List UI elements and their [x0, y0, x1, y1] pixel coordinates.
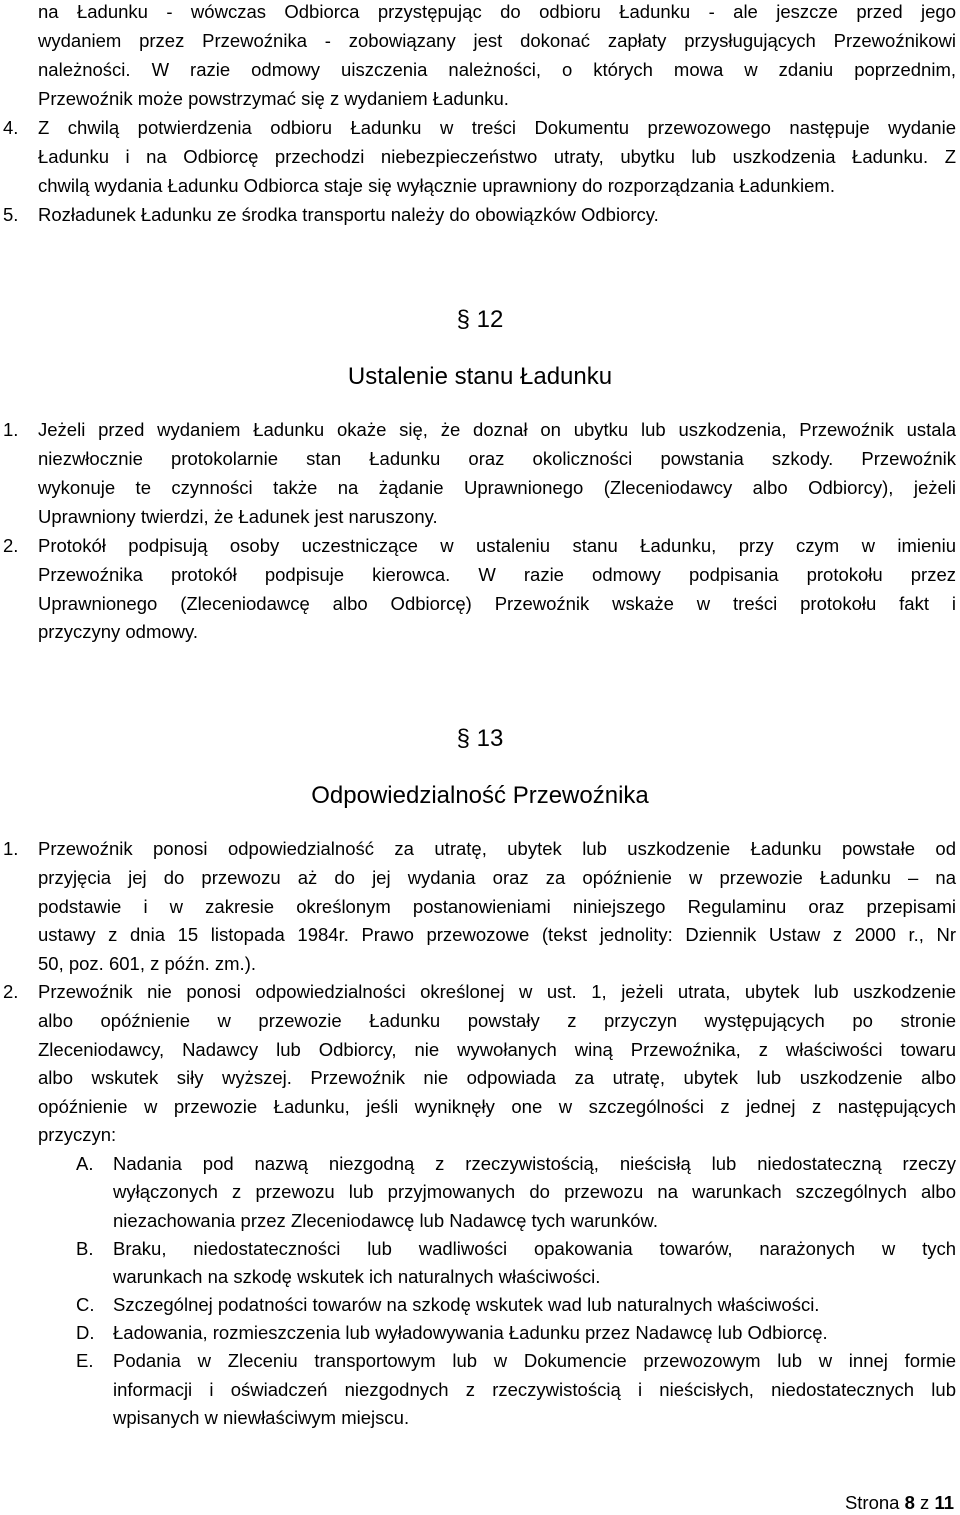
item-number: 5.	[3, 204, 19, 225]
subitem-b-line-1: Braku, niedostateczności lub wadliwości opakowania towarów, narażonych w tych	[113, 1238, 956, 1259]
item-number: 4.	[3, 117, 19, 138]
s13-item1-line-3: podstawie i w zakresie określonym postanowieniami niniejszego Regulaminu oraz przepisami	[38, 896, 956, 917]
subitem-a-line-1: Nadania pod nazwą niezgodną z rzeczywistością, nieścisłą lub niedostateczną rzeczy	[113, 1153, 956, 1174]
subitem-letter: A.	[76, 1153, 94, 1174]
subitem-e-line-2: informacji i oświadczeń niezgodnych z rzeczywistością i nieścisłych, niedostatecznych lub	[113, 1379, 956, 1400]
intro-line-2: wydaniem przez Przewoźnika - zobowiązany jest dokonać zapłaty przysługujących Przewoźnikowi	[38, 30, 956, 51]
intro-line-4: Przewoźnik może powstrzymać się z wydaniem Ładunku.	[38, 88, 509, 109]
s13-item2-line-6: przyczyn:	[38, 1124, 117, 1145]
s12-item2-line-3: Uprawnionego (Zleceniodawcę albo Odbiorcę) Przewoźnik wskaże w treści protokołu fakt i	[38, 593, 956, 614]
subitem-letter: D.	[76, 1322, 95, 1343]
subitem-d-line-1: Ładowania, rozmieszczenia lub wyładowywania Ładunku przez Nadawcę lub Odbiorcę.	[113, 1322, 828, 1343]
section-13-number: § 13	[456, 725, 504, 752]
footer-total-pages: 11	[934, 1492, 954, 1513]
page-footer	[845, 1492, 954, 1514]
item4-line-2: Ładunku i na Odbiorcę przechodzi niebezpieczeństwo utraty, ubytku lub uszkodzenia Ładunku. Z	[38, 146, 956, 167]
item-number: 2.	[3, 981, 19, 1002]
s13-item2-line-2: albo opóźnienie w przewozie Ładunku powstały z przyczyn występujących po stronie	[38, 1010, 956, 1031]
subitem-e-line-3: wpisanych w niewłaściwym miejscu.	[113, 1407, 410, 1428]
s13-item1-line-5: 50, poz. 601, z późn. zm.).	[38, 953, 256, 974]
footer-of: z	[920, 1492, 930, 1513]
s13-item1-line-1: Przewoźnik ponosi odpowiedzialność za utratę, ubytek lub uszkodzenie Ładunku powstałe od	[38, 838, 956, 859]
subitem-e-line-1: Podania w Zleceniu transportowym lub w Dokumencie przewozowym lub w innej formie	[113, 1350, 956, 1371]
item-number: 2.	[3, 535, 19, 556]
footer-page-number: 8	[904, 1492, 915, 1513]
footer-label: Strona	[844, 1492, 900, 1513]
s13-item2-line-5: opóźnienie w przewozie Ładunku, jeśli wyniknęły one w szczególności z jednej z następujących	[38, 1096, 956, 1117]
item4-line-1: Z chwilą potwierdzenia odbioru Ładunku w treści Dokumentu przewozowego następuje wydanie	[38, 117, 956, 138]
subitem-letter: C.	[76, 1294, 95, 1315]
item5-line-1: Rozładunek Ładunku ze środka transportu należy do obowiązków Odbiorcy.	[38, 204, 659, 225]
subitem-a-line-3: niezachowania przez Zleceniodawcę lub Nadawcę tych warunków.	[113, 1210, 659, 1231]
intro-line-3: należności. W razie odmowy uiszczenia należności, o których mowa w zdaniu poprzednim,	[38, 59, 956, 80]
s13-item1-line-2: przyjęcia jej do przewozu aż do jej wydania oraz za opóźnienie w przewozie Ładunku – na	[38, 867, 956, 888]
subitem-letter: B.	[76, 1238, 94, 1259]
s12-item2-line-1: Protokół podpisują osoby uczestniczące w ustaleniu stanu Ładunku, przy czym w imieniu	[38, 535, 956, 556]
item-number: 1.	[3, 838, 19, 859]
item4-line-3: chwilą wydania Ładunku Odbiorca staje się wyłącznie uprawniony do rozporządzania Ładunkiem.	[38, 175, 835, 196]
s12-item1-line-4: Uprawniony twierdzi, że Ładunek jest naruszony.	[38, 506, 438, 527]
section-12-title: Ustalenie stanu Ładunku	[347, 363, 613, 390]
s12-item2-line-4: przyczyny odmowy.	[38, 621, 199, 642]
subitem-a-line-2: wyłączonych z przewozu lub przyjmowanych do przewozu na warunkach szczególnych albo	[113, 1181, 956, 1202]
s13-item2-line-4: albo wskutek siły wyższej. Przewoźnik nie odpowiada za utratę, ubytek lub uszkodzenie albo	[38, 1067, 956, 1088]
s13-item1-line-4: ustawy z dnia 15 listopada 1984r. Prawo przewozowe (tekst jednolity: Dziennik Ustaw z 2000 r., Nr	[38, 924, 956, 945]
s13-item2-line-1: Przewoźnik nie ponosi odpowiedzialności określonej w ust. 1, jeżeli utrata, ubytek lub uszkodzenie	[38, 981, 956, 1002]
subitem-letter: E.	[76, 1350, 94, 1371]
s12-item1-line-1: Jeżeli przed wydaniem Ładunku okaże się, że doznał on ubytku lub uszkodzenia, Przewoźnik ustala	[38, 419, 956, 440]
section-13-title: Odpowiedzialność Przewoźnika	[311, 782, 649, 809]
item-number: 1.	[3, 419, 19, 440]
s12-item1-line-2: niezwłocznie protokolarnie stan Ładunku oraz okoliczności powstania szkody. Przewoźnik	[38, 448, 956, 469]
intro-line-1: na Ładunku - wówczas Odbiorca przystępując do odbioru Ładunku - ale jeszcze przed jego	[38, 1, 956, 22]
s12-item1-line-3: wykonuje te czynności także na żądanie Uprawnionego (Zleceniodawcy albo Odbiorcy), jeżeli	[38, 477, 956, 498]
section-12-number: § 12	[456, 306, 504, 333]
subitem-c-line-1: Szczególnej podatności towarów na szkodę wskutek wad lub naturalnych właściwości.	[113, 1294, 820, 1315]
subitem-b-line-2: warunkach na szkodę wskutek ich naturalnych właściwości.	[113, 1266, 601, 1287]
s13-item2-line-3: Zleceniodawcy, Nadawcy lub Odbiorcy, nie wywołanych winą Przewoźnika, z właściwości towaru	[38, 1039, 956, 1060]
s12-item2-line-2: Przewoźnika protokół podpisuje kierowca. W razie odmowy podpisania protokołu przez	[38, 564, 956, 585]
